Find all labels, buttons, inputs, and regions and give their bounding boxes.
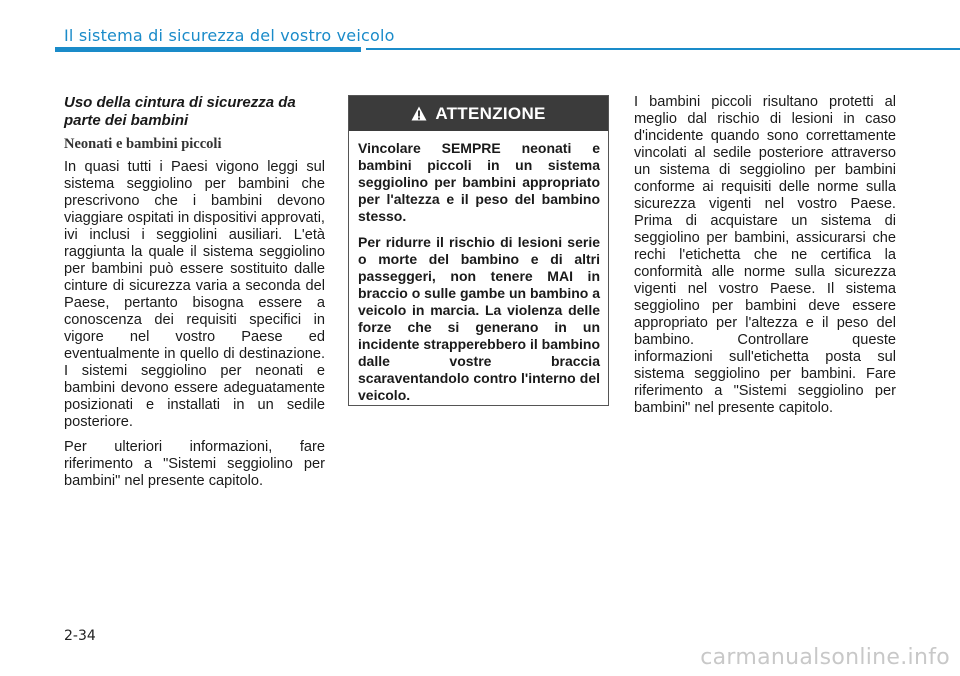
warning-paragraph: Vincolare SEMPRE neonati e bambini piccoli in un sistema seggiolino per bambini appropriato per l'altezza e il peso del bambino stesso.: [358, 140, 600, 224]
subsection-title: Neonati e bambini piccoli: [64, 136, 222, 152]
warning-header: [349, 96, 608, 131]
header-rule-left: [55, 47, 361, 52]
warning-label: ATTENZIONE: [435, 103, 546, 123]
header-title: Il sistema di sicurezza del vostro veicolo: [64, 26, 395, 45]
warning-paragraph: Per ridurre il rischio di lesioni serie o morte del bambino e di altri passeggeri, non tenere MAI in braccio o sulle gambe un bambino a veicolo in marcia. La violenza delle forze che si generano in un incidente strapperebbero il bambino dalle vostre braccia scaraventandolo contro l'interno del veicolo.: [358, 234, 600, 403]
watermark: carmanualsonline.info: [700, 645, 950, 670]
right-column: [634, 94, 896, 425]
warning-box: [348, 95, 609, 406]
left-column: [64, 94, 325, 498]
body-paragraph: I bambini piccoli risultano protetti al meglio dal rischio di lesioni in caso d'incidente quando sono correttamente vincolati al sedile posteriore attraverso un sistema di seggiolino per bambini conforme ai requisiti delle norme sulla sicurezza vigenti nel vostro Paese. Prima di acquistare un sistema di seggiolino per bambini, assicurarsi che rechi l'etichetta che ne certifica la conformità alle norme sulla sicurezza vigenti nel vostro Paese. Il sistema seggiolino per bambini deve essere appropriato per l'altezza e il peso del bambino. Controllare queste informazioni sull'etichetta posta sul sistema seggiolino per bambini. Fare riferimento a "Sistemi seggiolino per bambini" nel presente capitolo.: [634, 94, 896, 416]
page-number: 2-34: [64, 628, 96, 644]
section-title: Uso della cintura di sicurezza da parte dei bambini: [64, 94, 296, 129]
warning-triangle-icon: [411, 106, 427, 121]
warning-body: [349, 131, 608, 404]
header-rule-right: [366, 48, 960, 50]
body-paragraph: Per ulteriori informazioni, fare riferimento a "Sistemi seggiolino per bambini" nel presente capitolo.: [64, 439, 325, 489]
body-paragraph: In quasi tutti i Paesi vigono leggi sul sistema seggiolino per bambini che prescrivono che i bambini devono viaggiare ospitati in dispositivi approvati, ivi inclusi i seggiolini ausiliari. L'età raggiunta la quale il sistema seggiolino per bambini può essere sostituito dalle cinture di sicurezza varia a seconda del Paese, pertanto bisogna essere a conoscenza dei requisiti specifici in vigore nel vostro Paese ed eventualmente in quello di destinazione. I sistemi seggiolino per neonati e bambini devono essere adeguatamente posizionati e installati in un sedile posteriore.: [64, 159, 325, 430]
